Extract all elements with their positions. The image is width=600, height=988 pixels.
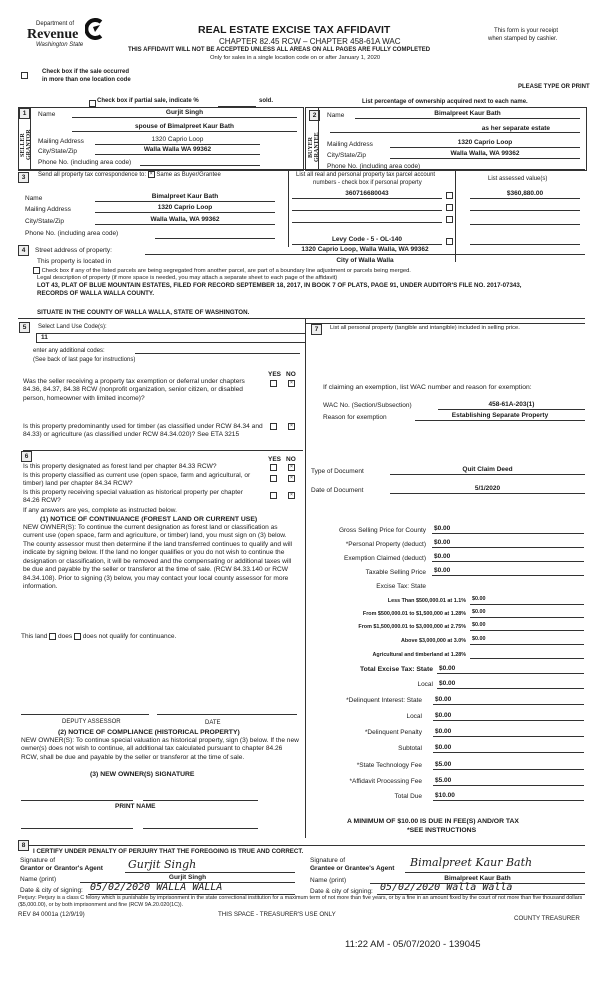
label: Phone No. (including area code) [38,159,132,166]
wac-number-field[interactable]: 458-61A-203(1) [438,400,585,410]
label: does not [82,633,108,641]
buyer-name2-field[interactable]: as her separate estate [330,124,580,133]
notice-continuance-title: (1) NOTICE OF CONTINUANCE (FOREST LAND OR CURRENT USE) [40,516,258,523]
yes-header: YES [268,456,282,463]
buyer-name-field[interactable]: Bimalpreet Kaur Bath [355,109,580,119]
personal-property-checkbox[interactable] [446,204,453,211]
sold-label: sold. [259,98,274,104]
if-yes-note: If any answers are yes, complete as instructed below. [23,507,177,514]
label: Name (print) [310,877,347,884]
tax-label: Total Due [394,793,422,800]
label: Name (print) [20,876,57,883]
grantor-name-field[interactable]: Gurjit Singh [80,873,295,883]
parcel-number-field[interactable]: 360716680043 [292,189,442,199]
logo-text: Washington State [36,42,84,48]
multi-location-label: Check box if the sale occurred [42,69,130,75]
correspondence-city-field[interactable]: Walla Walla, WA 99362 [95,215,275,225]
tax-label: Local [406,713,422,720]
legal-description: LOT 43, PLAT OF BLUE MOUNTAIN ESTATES, FILED FOR RECORD SEPTEMBER 18, 2017, IN BOOK 7 OF PLATS, PAGE 91, UNDER AUDITOR'S FILE NO. 2017-07343, [37,282,522,289]
dor-logo-mark-icon [85,18,105,40]
receipt-note: when stamped by cashier. [488,36,558,42]
label: Mailing Address [38,138,84,145]
section-number: 2 [309,110,320,121]
yes-checkbox[interactable] [270,475,277,482]
land-use-code-field[interactable]: 11 [36,333,306,343]
label: Grantor or Grantor's Agent [20,865,103,872]
label: This land [21,633,48,641]
tax-label: Excise Tax: State [376,583,426,590]
tax-label: Total Excise Tax: State [359,666,433,673]
partial-sale-percent-field[interactable] [218,97,256,107]
correspondence-mailing-field[interactable]: 1320 Caprio Loop [95,203,275,213]
grantee-signature[interactable]: Bimalpreet Kaur Bath [410,856,533,869]
new-owner-signature-title: (3) NEW OWNER(S) SIGNATURE [90,771,195,778]
tax-value-field[interactable]: $0.00 [433,711,584,721]
no-checkbox[interactable]: × [288,380,295,387]
tax-value-field[interactable]: $5.00 [433,760,584,770]
personal-property-checkbox[interactable] [446,216,453,223]
minimum-due-note: A MINIMUM OF $10.00 IS DUE IN FEE(S) AND/OR TAX [347,818,519,825]
chapter-line: CHAPTER 82.45 RCW – CHAPTER 458-61A WAC [219,37,401,46]
section-number: 5 [19,322,30,333]
logo-text: Department of [36,21,75,27]
tier-value-field[interactable]: $0.00 [470,621,584,631]
label: Date of Document [311,487,364,494]
partial-sale-label: Check box if partial sale, indicate % [97,98,199,104]
partial-sale-checkbox[interactable] [89,100,96,107]
tax-label: Taxable Selling Price [365,569,426,576]
question-forest: Is this property designated as forest land per chapter 84.33 RCW? [23,463,217,470]
label: Signature of [310,857,346,864]
label: City/State/Zip [38,148,78,155]
tax-label: *Affidavit Processing Fee [349,778,422,785]
segregated-checkbox[interactable] [33,267,40,274]
section-number: 8 [18,840,29,851]
segregated-row [33,267,411,275]
tier-value-field[interactable] [470,649,584,659]
no-header: NO [286,456,296,463]
label: Name [327,112,345,119]
exemption-label: If claiming an exemption, list WAC number and reason for exemption: [323,384,532,391]
correspondence-phone-field[interactable] [155,229,275,239]
does-not-checkbox[interactable] [74,633,81,640]
label: Select Land Use Code(s): [38,324,107,330]
grantee-name-field[interactable]: Bimalpreet Kaur Bath [370,874,585,884]
situate-text: SITUATE IN THE COUNTY OF WALLA WALLA, STATE OF WASHINGTON. [37,309,250,316]
label: Check box if any of the listed parcels are being segregated from another parcel, are part of a boundary line adjustment or parcels being merged. [41,268,411,275]
label: Name [25,195,43,202]
type-or-print: PLEASE TYPE OR PRINT [518,84,590,90]
only-for-text: Only for sales in a single location code on or after January 1, 2020 [210,55,381,61]
label: Type of Document [311,468,364,475]
label: Street address of property: [35,247,112,254]
parcel-number-field[interactable] [292,201,442,211]
section-number: 1 [19,108,30,119]
tier-label: Less Than $500,000.01 at 1.1% [387,598,466,604]
buyer-grantee-label: BUYER GRANTEE [308,132,320,163]
no-checkbox[interactable]: × [288,423,295,430]
section-number: 4 [18,245,29,256]
label: Grantee or Grantee's Agent [310,865,395,872]
personal-property-label: List all personal property (tangible and intangible) included in selling price. [330,325,520,331]
deputy-assessor-label: DEPUTY ASSESSOR [62,719,121,725]
parcel-number-field[interactable]: Levy Code - 5 - OL-140 [292,235,442,245]
parcel-header: numbers - check box if personal property [313,180,422,186]
county-treasurer-label: COUNTY TREASURER [514,915,580,922]
same-as-buyer-checkbox[interactable]: × [148,171,155,178]
document-type-field[interactable]: Quit Claim Deed [390,465,585,475]
tax-label: *Delinquent Penalty [364,729,422,736]
certify-statement: I CERTIFY UNDER PENALTY OF PERJURY THAT THE FOREGOING IS TRUE AND CORRECT. [33,848,304,855]
form-title: REAL ESTATE EXCISE TAX AFFIDAVIT [198,24,391,36]
seller-name-field[interactable]: Gurjit Singh [72,108,297,118]
question-historical: Is this property receiving special valuation as historical property per chapter 84.26 RCW? [23,489,243,505]
grantor-date-city-field[interactable]: 05/02/2020 WALLA WALLA [90,882,223,893]
notice-compliance-text: NEW OWNER(S): To continue special valuation as historical property, sign (3) below. If the new owner(s) does not wish to continue, all additional tax calculated pursuant to chapter 84.26 RCW, shall be due and payable by the seller or transferor at the time of sale. [21,737,299,761]
label: This property is located in [37,258,112,265]
question-timber: Is this property predominantly used for timber (as classified under RCW 84.34 and 84.33) or agriculture (as classified under RCW 84.34.020)? See ETA 3215 [23,423,263,439]
ownership-note: List percentage of ownership acquired next to each name. [362,99,528,105]
notice-compliance-title: (2) NOTICE OF COMPLIANCE (HISTORICAL PROPERTY) [58,729,240,736]
no-checkbox[interactable]: × [288,492,295,499]
seller-name2-field[interactable]: spouse of Bimalpreet Kaur Bath [72,122,297,132]
label: City/State/Zip [327,152,367,159]
legal-description: RECORDS OF WALLA WALLA COUNTY. [37,290,155,297]
assessed-value-field[interactable]: $360,880.00 [470,189,580,199]
perjury-notice: Perjury: Perjury is a class C felony which is punishable by imprisonment in the state correctional institution for a maximum term of not more than five years, or by a fine in an amount fixed by the court of not more than five thousand dollars ($5,000.00), or by both imprisonment and fine (RCW 9A.20.020(1C)). [18,895,583,908]
grantor-signature[interactable]: Gurjit Singh [128,858,197,871]
question-current-use: Is this property classified as current use (open space, farm and agricultural, or timber) land per chapter 84.34 RCW? [23,472,251,488]
label: Legal description of property (if more space is needed, you may attach a separate sheet to each page of the affidavit) [37,275,338,281]
yes-checkbox[interactable] [270,380,277,387]
assessed-value-field[interactable] [470,235,580,245]
label: qualify for continuance. [109,633,177,641]
label: Reason for exemption [323,414,387,421]
print-name-label: PRINT NAME [115,803,156,810]
label: City/State/Zip [25,218,65,225]
street-address-field[interactable]: 1320 Caprio Loop, Walla Walla, WA 99362 [145,245,585,255]
label: enter any additional codes: [33,348,105,354]
tax-label: Subtotal [398,745,422,752]
label: Mailing Address [25,206,71,213]
tax-value-field[interactable]: $0.00 [432,566,584,576]
personal-property-checkbox[interactable] [446,238,453,245]
seller-mailing-field[interactable]: 1320 Caprio Loop [95,135,260,145]
multi-location-checkbox[interactable] [21,72,28,79]
tax-value-field[interactable]: $0.00 [432,538,584,548]
total-due-field[interactable]: $10.00 [433,791,584,801]
tier-label: Above $3,000,000 at 3.0% [400,638,466,644]
yes-checkbox[interactable] [270,464,277,471]
yes-header: YES [268,371,282,378]
tax-label: *State Technology Fee [356,762,422,769]
label: Send all property tax correspondence to: [38,172,147,179]
does-checkbox[interactable] [49,633,56,640]
exemption-reason-field[interactable]: Establishing Separate Property [415,411,585,421]
buyer-mailing-field[interactable]: 1320 Caprio Loop [390,138,580,148]
tax-label: *Personal Property (deduct) [345,541,426,548]
label: Date & city of signing: [310,888,373,895]
receipt-stamp: 11:22 AM - 05/07/2020 - 139045 [345,939,481,950]
question-exemption: Was the seller receiving a property tax exemption or deferral under chapters 84.36, 84.37, 84.38 RCW (nonprofit organization, senior citizen, or disabled person, homeowner with limited income)? [23,378,245,402]
tier-label: Agricultural and timberland at 1.28% [372,652,466,658]
section-number: 6 [21,451,32,462]
label: (See back of last page for instructions) [33,357,136,363]
treasurer-space-label: THIS SPACE - TREASURER'S USE ONLY [218,911,336,918]
tax-label: Exemption Claimed (deduct) [343,555,426,562]
see-instructions-note: *SEE INSTRUCTIONS [407,827,477,834]
tax-value-field[interactable]: $0.00 [432,524,584,534]
seller-grantor-label: SELLER GRANTOR [20,129,32,161]
label: does [58,633,73,641]
yes-checkbox[interactable] [270,423,277,430]
send-correspondence-label [38,171,221,179]
parcel-header: List all real and personal property tax parcel account [296,172,436,178]
label: WAC No. (Section/Subsection) [323,402,412,409]
label: Signature of [20,857,56,864]
multi-location-label: in more than one location code [42,77,131,83]
date-label: DATE [205,720,221,726]
tax-value-field[interactable]: $0.00 [437,679,584,689]
tier-value-field[interactable]: $0.00 [470,595,584,605]
warning-text: THIS AFFIDAVIT WILL NOT BE ACCEPTED UNLESS ALL AREAS ON ALL PAGES ARE FULLY COMPLETED [128,47,431,53]
tax-value-field[interactable]: $0.00 [432,552,584,562]
buyer-city-field[interactable]: Walla Walla, WA 99362 [390,149,580,159]
no-checkbox[interactable]: × [288,464,295,471]
section-number: 3 [18,172,29,183]
tier-label: From $500,000.01 to $1,500,000 at 1.28% [362,611,466,617]
personal-property-checkbox[interactable] [446,192,453,199]
notice-continuance-text: NEW OWNER(S): To continue the current designation as forest land or classification as current use (open space, farm and agriculture, or timber) land, you must sign on (3) below. The county assessor must then determine if the land transferred continues to qualify and will indicate by signing below. If the land no longer qualifies or you do not wish to continue the designation or classification, it will be removed and the compensating or additional taxes will be due and payable by the seller or transferor at the time of sale. (RCW 84.33.140 or RCW 84.34.108). Prior to signing (3) below, you may contact your local county assessor for more information. [23,524,293,591]
grantee-date-city-field[interactable]: 05/02/2020 Walla Walla [380,882,513,893]
parcel-number-field[interactable] [292,213,442,223]
logo-text: Revenue [27,27,79,42]
seller-phone-field[interactable] [140,156,260,166]
label: Mailing Address [327,141,373,148]
tax-value-field[interactable]: $0.00 [437,664,584,674]
document-date-field[interactable]: 5/1/2020 [390,484,585,494]
label: Name [38,111,56,118]
tax-label: *Delinquent Interest: State [346,697,422,704]
tier-label: From $1,500,000.01 to $3,000,000 at 2.75% [358,624,466,630]
no-header: NO [286,371,296,378]
receipt-note: This form is your receipt [494,28,559,34]
section-number: 7 [311,324,322,335]
seller-city-field[interactable]: Walla Walla WA 99362 [95,145,260,155]
tier-value-field[interactable]: $0.00 [470,635,584,645]
assessed-header: List assessed value(s) [488,176,548,182]
tax-value-field[interactable]: $5.00 [433,776,584,786]
no-checkbox[interactable]: × [288,475,295,482]
located-in-field[interactable]: City of Walla Walla [336,257,394,264]
tax-value-field[interactable]: $0.00 [433,743,584,753]
form-revision: REV 84 0001a (12/9/19) [18,911,85,918]
tax-value-field[interactable]: $0.00 [433,695,584,705]
tax-label: Gross Selling Price for County [338,527,426,534]
correspondence-name-field[interactable]: Bimalpreet Kaur Bath [95,192,275,202]
tax-value-field[interactable]: $0.00 [433,727,584,737]
assessed-value-field[interactable] [470,201,580,211]
yes-checkbox[interactable] [270,492,277,499]
label: Date & city of signing: [20,887,83,894]
tier-value-field[interactable]: $0.00 [470,608,584,618]
label: Same as Buyer/Grantee [156,172,221,179]
label: Phone No. (including area code) [327,163,421,170]
additional-codes-field[interactable] [135,344,300,354]
label: Phone No. (including area code) [25,230,119,237]
tax-label: Local [417,681,433,688]
assessed-value-field[interactable] [470,215,580,225]
qualify-row [21,633,176,641]
